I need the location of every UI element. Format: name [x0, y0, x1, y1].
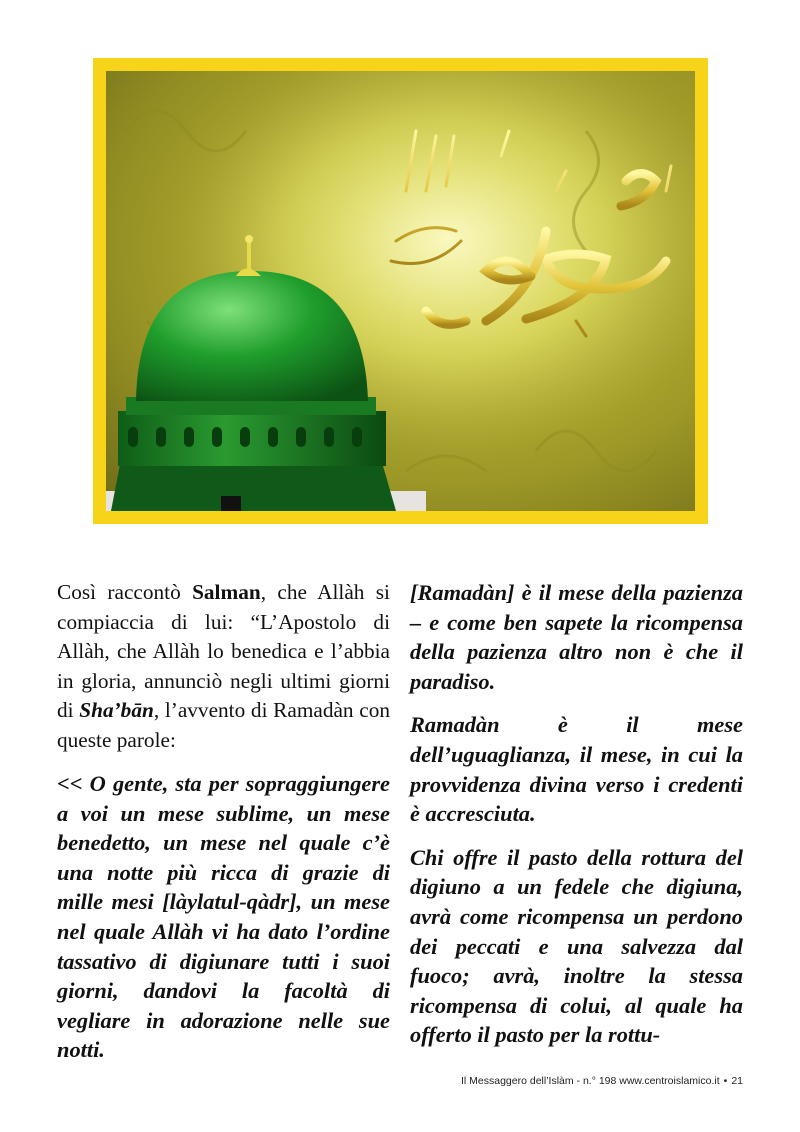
quote-paragraph-2: [Ramadàn] è il mese della pazienza – e come ben sapete la ricompensa della pazienza altro non è che il paradiso.	[410, 580, 743, 694]
intro-paragraph: Così raccontò Salman, che Allàh si compiaccia di lui: “L’Apostolo di Allàh, che Allàh lo benedica e l’abbia in gloria, annunciò negli ultimi giorni di Sha’bān, l’avvento di Ramadàn con queste parole:	[57, 580, 391, 752]
quote-paragraph: << O gente, sta per sopraggiungere a voi un mese sublime, un mese benedetto, un mese nel quale c’è una notte più ricca di grazie di mille mesi [làylatul-qàdr], un mese nel quale Allàh vi ha dato l’ordine tassativo di digiunare tutti i suoi giorni, dandovi la facoltà di vegliare in adorazione nelle sue notti.	[57, 771, 390, 1063]
page-number: 21	[731, 1075, 743, 1087]
quote-paragraph-4: Chi offre il pasto della rottura del digiuno a un fedele che digiuna, avrà come ricompensa un perdono dei peccati e una salvezza dal fuoco; avrà, inoltre la stessa ricompensa di colui, al quale ha offerto il pasto per la rottu-	[410, 844, 743, 1048]
page-footer	[461, 1075, 743, 1087]
hero-image	[106, 71, 695, 511]
dome-calligraphy-illustration	[106, 71, 695, 511]
hero-image-frame	[93, 58, 708, 524]
left-column	[57, 578, 390, 1079]
right-column	[410, 578, 743, 1064]
publication-info: Il Messaggero dell’Islàm - n.° 198 www.centroislamico.it	[460, 1075, 720, 1087]
footer-separator: •	[723, 1075, 728, 1087]
quote-paragraph-3: Ramadàn è il mese dell’uguaglianza, il mese, in cui la provvidenza divina verso i credenti è accresciuta.	[410, 712, 743, 827]
